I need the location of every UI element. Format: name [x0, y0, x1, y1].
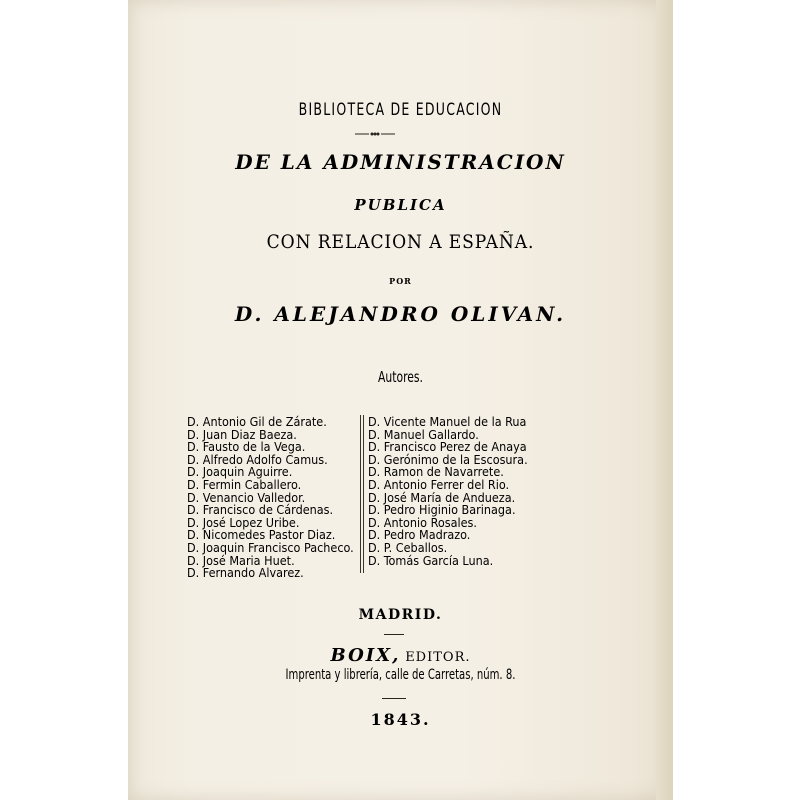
list-item: D. José Lopez Uribe.: [187, 514, 300, 530]
book-title-line3: CON RELACION A ESPAÑA.: [266, 231, 535, 253]
list-item: D. Gerónimo de la Escosura.: [368, 451, 528, 467]
list-item: D. Tomás García Luna.: [368, 552, 494, 568]
list-item: D. Fermin Caballero.: [187, 476, 302, 492]
authors-list-left: [187, 416, 354, 580]
list-item: D. Francisco Perez de Anaya: [368, 439, 527, 455]
imprint-address: Imprenta y librería, calle de Carretas, núm. 8.: [285, 667, 516, 683]
list-item: D. P. Ceballos.: [368, 539, 448, 555]
list-item: D. Joaquin Francisco Pacheco.: [187, 539, 354, 555]
list-item: D. Nicomedes Pastor Diaz.: [187, 527, 336, 543]
list-item: D. Manuel Gallardo.: [368, 426, 479, 442]
list-item: D. Fausto de la Vega.: [187, 439, 306, 455]
book-title-line2: PUBLICA: [354, 196, 447, 214]
ornament-divider: [355, 131, 395, 137]
publication-place: MADRID.: [358, 607, 443, 623]
by-line: POR: [389, 276, 412, 286]
list-item: D. Venancio Valledor.: [187, 489, 306, 505]
list-item: D. Antonio Ferrer del Rio.: [368, 476, 510, 492]
list-item: D. Antonio Rosales.: [368, 514, 477, 530]
publisher-role: EDITOR.: [405, 650, 471, 665]
list-item: D. Antonio Gil de Zárate.: [187, 414, 327, 429]
list-item: D. Juan Diaz Baeza.: [187, 426, 297, 442]
divider-rule: [382, 698, 406, 699]
book-title-line1: DE LA ADMINISTRACION: [235, 150, 566, 174]
publisher-line: [128, 645, 673, 666]
list-item: D. Francisco de Cárdenas.: [187, 502, 334, 518]
list-item: D. José Maria Huet.: [187, 552, 295, 568]
publisher-name: BOIX,: [330, 645, 401, 666]
list-item: D. Ramon de Navarrete.: [368, 464, 504, 480]
publication-year: 1843.: [370, 710, 431, 729]
column-divider: [363, 415, 364, 573]
list-item: D. Pedro Higinio Barinaga.: [368, 502, 516, 518]
list-item: D. Pedro Madrazo.: [368, 527, 471, 543]
list-item: D. José María de Andueza.: [368, 489, 516, 505]
list-item: D. Alfredo Adolfo Camus.: [187, 451, 328, 467]
divider-rule: [384, 634, 404, 635]
author-name: D. ALEJANDRO OLIVAN.: [234, 302, 567, 326]
list-item: D. Joaquin Aguirre.: [187, 464, 293, 480]
series-title: BIBLIOTECA DE EDUCACION: [298, 100, 503, 120]
list-item: D. Vicente Manuel de la Rua: [368, 414, 527, 429]
page-edge: [656, 0, 673, 800]
authors-heading: Autores.: [378, 368, 423, 386]
authors-list-right: [368, 416, 528, 567]
column-divider: [360, 415, 361, 573]
list-item: D. Fernando Alvarez.: [187, 565, 304, 581]
